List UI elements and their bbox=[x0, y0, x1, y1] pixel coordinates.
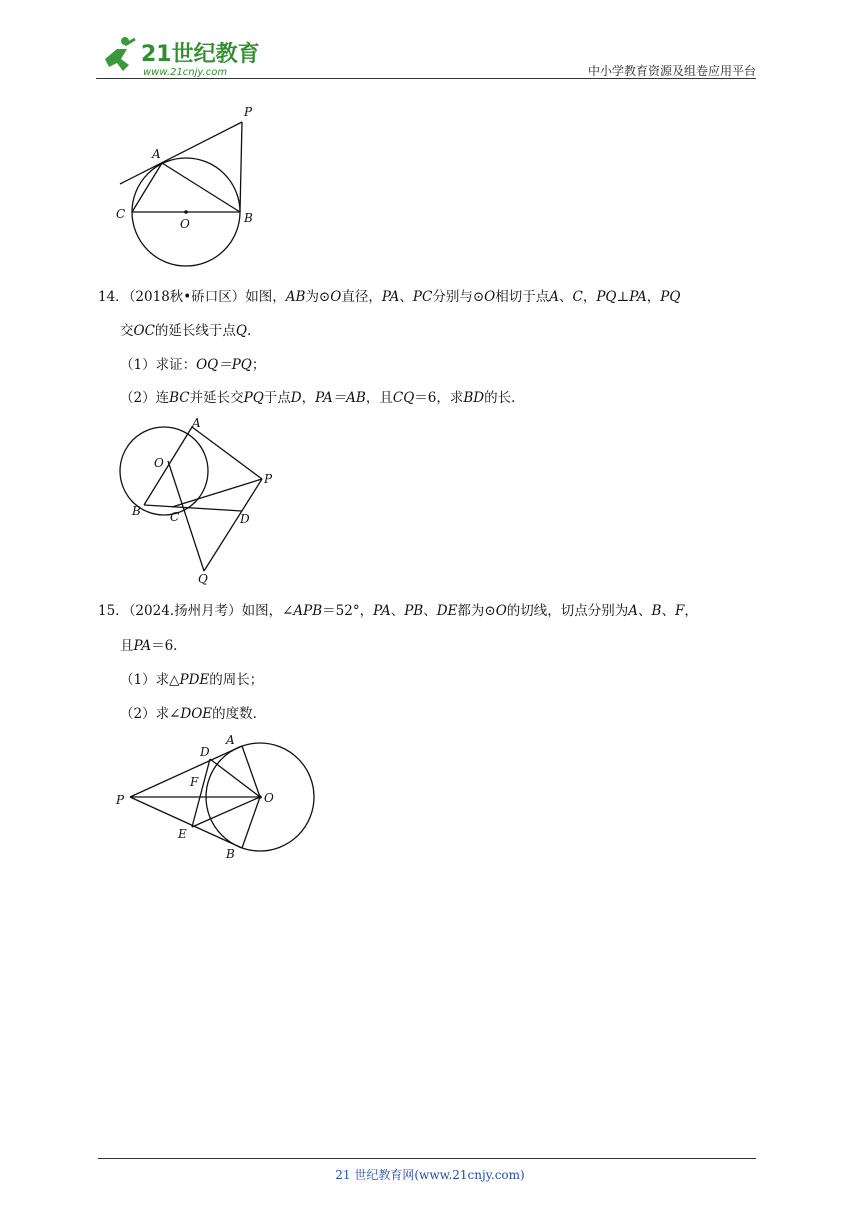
figure-15 bbox=[114, 730, 319, 864]
logo-url: www.21cnjy.com bbox=[143, 67, 228, 78]
label-p: P bbox=[264, 472, 273, 486]
q14-line1: 14．（2018秋•硚口区）如图，AB为⊙O直径，PA、PC分别与⊙O相切于点A、C，PQ⊥PA，PQ bbox=[98, 289, 681, 305]
q15-part2: （2）求∠DOE的度数. bbox=[120, 706, 257, 722]
figure-14 bbox=[116, 415, 286, 587]
q15-line1: 15．（2024.扬州月考）如图，∠APB＝52°，PA、PB、DE都为⊙O的切线，切点分别为A、B、F， bbox=[98, 603, 698, 619]
label-c: C bbox=[116, 207, 126, 221]
label-b: B bbox=[226, 847, 235, 861]
header-divider bbox=[96, 78, 756, 79]
q15-part1: （1）求△PDE的周长； bbox=[120, 672, 264, 688]
logo-text: 21世纪教育 bbox=[141, 42, 260, 67]
q14-part2: （2）连BC并延长交PQ于点D，PA＝AB，且CQ＝6，求BD的长. bbox=[120, 390, 516, 406]
q15-line2: 且PA＝6. bbox=[120, 638, 178, 654]
runner-logo-icon bbox=[95, 35, 265, 79]
label-a: A bbox=[192, 416, 201, 430]
footer-divider bbox=[98, 1158, 756, 1159]
label-d: D bbox=[240, 512, 250, 526]
label-o: O bbox=[180, 217, 190, 231]
logo bbox=[95, 35, 265, 79]
label-p: P bbox=[116, 793, 125, 807]
label-o: O bbox=[264, 791, 274, 805]
label-b: B bbox=[244, 211, 253, 225]
platform-name: 中小学教育资源及组卷应用平台 bbox=[587, 64, 756, 78]
label-c: C bbox=[170, 510, 180, 524]
q14-line2: 交OC的延长线于点Q. bbox=[120, 323, 252, 339]
q14-part1: （1）求证：OQ＝PQ； bbox=[120, 357, 266, 373]
label-p: P bbox=[244, 105, 253, 119]
figure-13 bbox=[110, 100, 270, 272]
label-o: O bbox=[154, 456, 164, 470]
label-b: B bbox=[132, 504, 141, 518]
label-e: E bbox=[178, 827, 187, 841]
label-a: A bbox=[152, 147, 161, 161]
label-d: D bbox=[200, 745, 210, 759]
footer-text[interactable]: 21 世纪教育网(www.21cnjy.com) bbox=[335, 1168, 525, 1182]
label-a: A bbox=[226, 733, 235, 747]
label-f: F bbox=[190, 775, 199, 789]
label-q: Q bbox=[198, 572, 208, 586]
